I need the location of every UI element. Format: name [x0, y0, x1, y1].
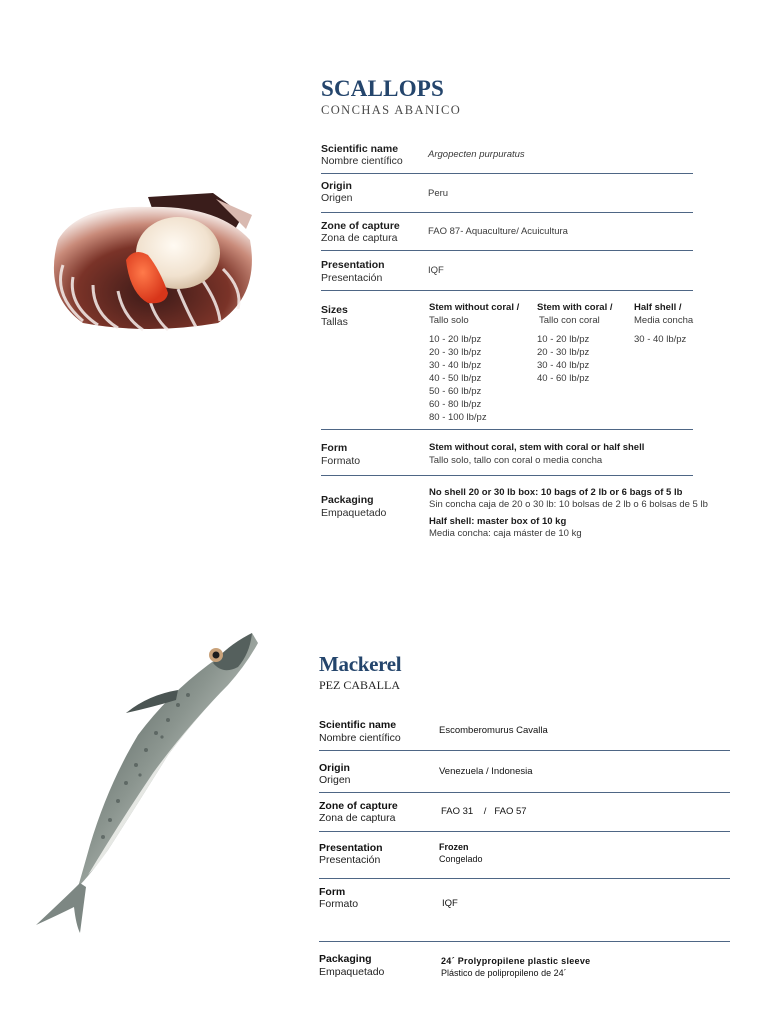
size-item: 30 - 40 lb/pz — [634, 334, 687, 345]
divider — [321, 290, 693, 291]
scallops-presentation-value: IQF — [428, 265, 444, 276]
divider — [321, 212, 693, 213]
scallop-image — [38, 185, 260, 335]
scallops-title: SCALLOPS — [321, 76, 445, 101]
divider — [321, 429, 693, 430]
divider — [319, 941, 730, 942]
size-item: 10 - 20 lb/pz — [429, 334, 482, 345]
divider — [321, 475, 693, 476]
scallops-origin-value: Peru — [428, 188, 449, 199]
mackerel-presentation-value: Frozen — [439, 842, 469, 852]
scallops-form-label-es: Formato — [321, 455, 361, 467]
divider — [319, 750, 730, 751]
sizes-column-list — [429, 333, 487, 424]
size-item: 60 - 80 lb/pz — [429, 399, 482, 410]
mackerel-form-value: IQF — [442, 898, 458, 909]
sizes-column-header: Half shell / — [634, 302, 682, 313]
size-item: 30 - 40 lb/pz — [429, 360, 482, 371]
mackerel-form-label: Form — [319, 886, 346, 898]
scallops-origin-label-es: Origen — [321, 192, 353, 204]
mackerel-origin-value: Venezuela / Indonesia — [439, 766, 533, 777]
mackerel-packaging-label-es: Empaquetado — [319, 966, 385, 978]
mackerel-zone-label: Zone of capture — [319, 800, 398, 812]
scallops-presentation-label: Presentation — [321, 259, 385, 271]
sizes-column-header: Stem with coral / — [537, 302, 613, 313]
scallops-sizes-label: Sizes — [321, 304, 348, 316]
mackerel-packaging-value: 24´ Prolypropilene plastic sleeve — [441, 956, 591, 966]
mackerel-packaging-value-es: Plástico de polipropileno de 24´ — [441, 968, 567, 978]
mackerel-scientific-value: Escomberomurus Cavalla — [439, 725, 548, 736]
scallops-scientific-value: Argopecten purpuratus — [428, 149, 525, 160]
scallops-form-value: Stem without coral, stem with coral or half shell — [429, 442, 645, 453]
sizes-column-header: Stem without coral / — [429, 302, 520, 313]
scallops-form-label: Form — [321, 442, 348, 454]
size-item: 40 - 50 lb/pz — [429, 373, 482, 384]
mackerel-form-label-es: Formato — [319, 898, 359, 910]
mackerel-presentation-label: Presentation — [319, 842, 383, 854]
scallops-packaging-line1-es: Sin concha caja de 20 o 30 lb: 10 bolsas de 2 lb o 6 bolsas de 5 lb — [429, 499, 708, 510]
scallops-packaging-label: Packaging — [321, 494, 374, 506]
size-item: 10 - 20 lb/pz — [537, 334, 590, 345]
size-item: 20 - 30 lb/pz — [429, 347, 482, 358]
scallops-zone-value: FAO 87- Aquaculture/ Acuicultura — [428, 226, 568, 237]
scallops-form-value-es: Tallo solo, tallo con coral o media concha — [429, 455, 603, 466]
scallops-subtitle: CONCHAS ABANICO — [321, 103, 462, 117]
mackerel-presentation-value-es: Congelado — [439, 854, 483, 864]
scallops-packaging-line2: Half shell: master box of 10 kg — [429, 516, 567, 527]
mackerel-packaging-label: Packaging — [319, 953, 372, 965]
divider — [319, 831, 730, 832]
scallops-packaging-line2-es: Media concha: caja máster de 10 kg — [429, 528, 582, 539]
mackerel-subtitle: PEZ CABALLA — [319, 678, 400, 692]
scallops-presentation-label-es: Presentación — [321, 272, 383, 284]
mackerel-image — [28, 625, 260, 935]
mackerel-presentation-label-es: Presentación — [319, 854, 381, 866]
scallops-scientific-label-es: Nombre científico — [321, 155, 403, 167]
sizes-column-subheader: Tallo solo — [429, 315, 469, 326]
scallops-sizes-label-es: Tallas — [321, 316, 348, 328]
mackerel-title: Mackerel — [319, 652, 402, 676]
divider — [319, 792, 730, 793]
sizes-column-subheader: Tallo con coral — [539, 315, 600, 326]
divider — [319, 878, 730, 879]
scallops-zone-label: Zone of capture — [321, 220, 400, 232]
scallops-origin-label: Origin — [321, 180, 352, 192]
sizes-column-subheader: Media concha — [634, 315, 694, 326]
size-item: 40 - 60 lb/pz — [537, 373, 590, 384]
scallops-zone-label-es: Zona de captura — [321, 232, 398, 244]
size-item: 30 - 40 lb/pz — [537, 360, 590, 371]
size-item: 50 - 60 lb/pz — [429, 386, 482, 397]
scallops-packaging-label-es: Empaquetado — [321, 507, 387, 519]
divider — [321, 250, 693, 251]
mackerel-origin-label: Origin — [319, 762, 350, 774]
mackerel-zone-value: FAO 31 / FAO 57 — [441, 806, 527, 817]
size-item: 20 - 30 lb/pz — [537, 347, 590, 358]
scallops-scientific-label: Scientific name — [321, 143, 399, 155]
sizes-column-list — [634, 333, 686, 346]
mackerel-zone-label-es: Zona de captura — [319, 812, 396, 824]
mackerel-scientific-label: Scientific name — [319, 719, 397, 731]
divider — [321, 173, 693, 174]
mackerel-scientific-label-es: Nombre científico — [319, 732, 401, 744]
mackerel-origin-label-es: Origen — [319, 774, 351, 786]
size-item: 80 - 100 lb/pz — [429, 412, 487, 423]
scallops-packaging-line1: No shell 20 or 30 lb box: 10 bags of 2 lb or 6 bags of 5 lb — [429, 487, 683, 498]
sizes-column-list — [537, 333, 589, 385]
